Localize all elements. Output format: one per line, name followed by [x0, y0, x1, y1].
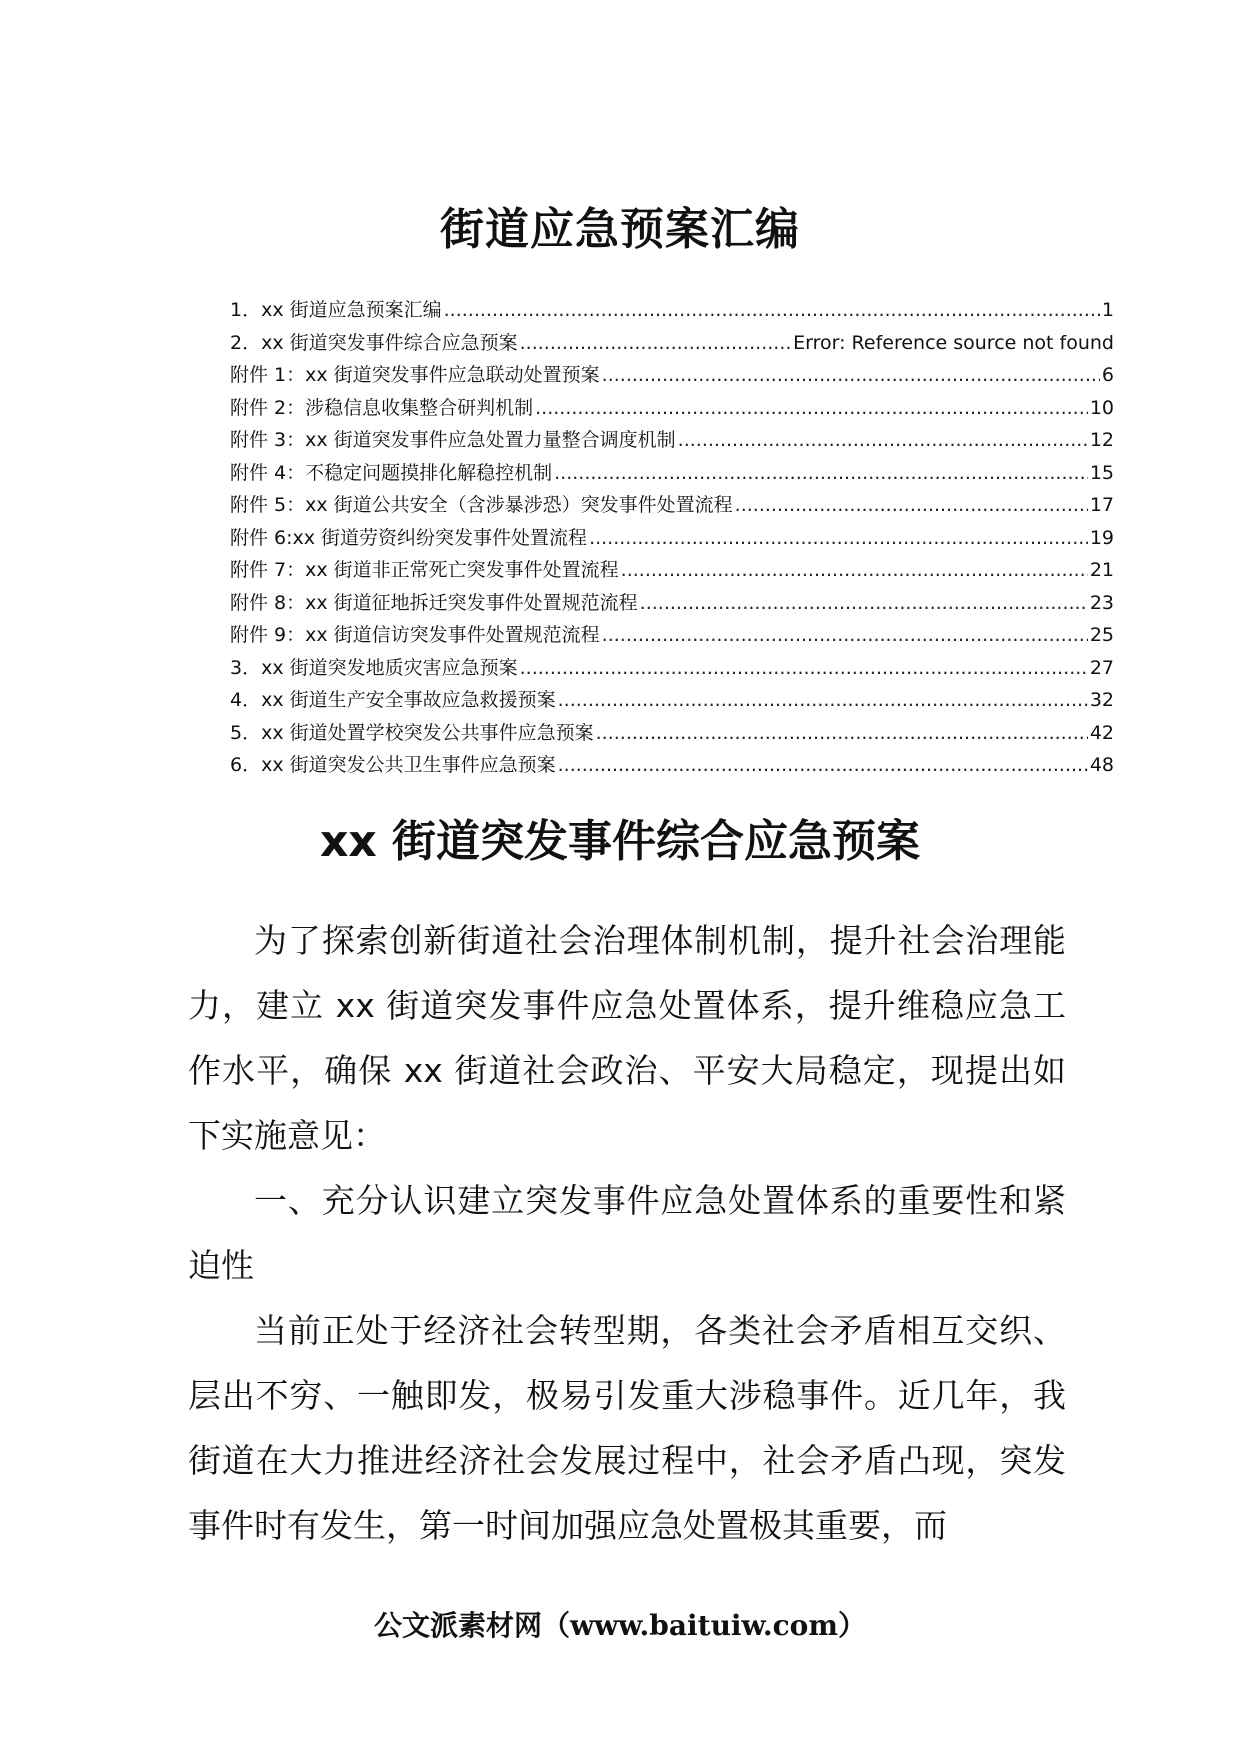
- body-paragraph: 当前正处于经济社会转型期，各类社会矛盾相互交织、层出不穷、一触即发，极易引发重大涉稳事件。近几年，我街道在大力推进经济社会发展过程中，社会矛盾凸现，突发事件时有发生，第一时间加强应急处置极其重要，而: [188, 1311, 1066, 1545]
- toc-entry-page: 6: [1101, 364, 1114, 386]
- toc-entry[interactable]: [230, 424, 1114, 457]
- body-text: [188, 908, 1066, 1558]
- toc-entry[interactable]: [230, 327, 1114, 360]
- toc-entry-label: 5．xx 街道处置学校突发公共事件应急预案: [230, 721, 594, 744]
- toc-entry[interactable]: [230, 619, 1114, 652]
- toc-entry-page: 10: [1089, 396, 1114, 419]
- toc-dot-leader: [596, 717, 1088, 750]
- toc-entry-page: 23: [1089, 591, 1114, 614]
- toc-entry-label: 附件 2：涉稳信息收集整合研判机制: [230, 396, 534, 419]
- toc-entry-label: 附件 5：xx 街道公共安全（含涉暴涉恐）突发事件处置流程: [230, 494, 733, 516]
- toc-entry-page: 32: [1089, 689, 1114, 711]
- toc-entry-page: 21: [1089, 559, 1114, 581]
- toc-entry-page: 15: [1089, 461, 1114, 484]
- toc-dot-leader: [602, 359, 1100, 392]
- toc-entry-label: 附件 1：xx 街道突发事件应急联动处置预案: [230, 364, 600, 386]
- toc-entry-page: 48: [1089, 754, 1114, 776]
- toc-dot-leader: [558, 749, 1088, 782]
- toc-entry-page: 42: [1089, 721, 1114, 744]
- toc-entry-label: 1．xx 街道应急预案汇编: [230, 299, 442, 321]
- toc-entry[interactable]: [230, 554, 1114, 587]
- page-title: 街道应急预案汇编: [440, 204, 800, 255]
- body-paragraph: 一、充分认识建立突发事件应急处置体系的重要性和紧迫性: [188, 1181, 1066, 1285]
- toc-dot-leader: [640, 587, 1088, 620]
- toc-entry[interactable]: [230, 457, 1114, 490]
- toc-entry[interactable]: [230, 522, 1114, 555]
- toc-dot-leader: [602, 619, 1088, 652]
- toc-entry-label: 2．xx 街道突发事件综合应急预案: [230, 331, 518, 354]
- toc-dot-leader: [535, 392, 1088, 425]
- toc-entry[interactable]: [230, 359, 1114, 392]
- toc-entry[interactable]: [230, 587, 1114, 620]
- toc-entry[interactable]: [230, 749, 1114, 782]
- toc-dot-leader: [589, 522, 1088, 555]
- toc-entry-label: 附件 3：xx 街道突发事件应急处置力量整合调度机制: [230, 429, 676, 451]
- section-title: xx 街道突发事件综合应急预案: [319, 816, 921, 867]
- toc-entry-label: 附件 7：xx 街道非正常死亡突发事件处置流程: [230, 559, 619, 581]
- toc-entry-label: 6．xx 街道突发公共卫生事件应急预案: [230, 754, 556, 776]
- toc-entry-page: 17: [1089, 494, 1114, 516]
- toc-entry-page: 25: [1089, 624, 1114, 646]
- page-footer: 公文派素材网（www.baituiw.com）: [374, 1609, 866, 1642]
- toc-entry-label: 附件 6:xx 街道劳资纠纷突发事件处置流程: [230, 526, 588, 549]
- toc-entry[interactable]: [230, 652, 1114, 685]
- toc-entry-label: 3．xx 街道突发地质灾害应急预案: [230, 656, 518, 679]
- toc-entry[interactable]: [230, 294, 1114, 327]
- toc-dot-leader: [621, 554, 1088, 587]
- body-paragraph: 为了探索创新街道社会治理体制机制，提升社会治理能力，建立 xx 街道突发事件应急处置体系，提升维稳应急工作水平，确保 xx 街道社会政治、平安大局稳定，现提出如下实施意见：: [188, 921, 1066, 1155]
- toc-entry-page: 1: [1101, 299, 1114, 321]
- toc-entry-page: 27: [1089, 656, 1114, 679]
- toc-dot-leader: [735, 489, 1088, 522]
- toc-entry[interactable]: [230, 392, 1114, 425]
- toc-entry-label: 附件 4：不稳定问题摸排化解稳控机制: [230, 461, 553, 484]
- toc-entry-page: 19: [1089, 526, 1114, 549]
- toc-dot-leader: [520, 652, 1088, 685]
- toc-dot-leader: [520, 327, 791, 360]
- table-of-contents: [230, 294, 1114, 782]
- toc-entry-page: Error: Reference source not found: [793, 331, 1114, 354]
- toc-dot-leader: [554, 457, 1088, 490]
- toc-dot-leader: [444, 294, 1100, 327]
- toc-entry[interactable]: [230, 489, 1114, 522]
- toc-entry[interactable]: [230, 684, 1114, 717]
- toc-entry-label: 4．xx 街道生产安全事故应急救援预案: [230, 689, 556, 711]
- toc-dot-leader: [678, 424, 1088, 457]
- toc-entry-label: 附件 9：xx 街道信访突发事件处置规范流程: [230, 624, 600, 646]
- toc-entry[interactable]: [230, 717, 1114, 750]
- toc-dot-leader: [558, 684, 1088, 717]
- toc-entry-label: 附件 8：xx 街道征地拆迁突发事件处置规范流程: [230, 591, 638, 614]
- toc-entry-page: 12: [1089, 429, 1114, 451]
